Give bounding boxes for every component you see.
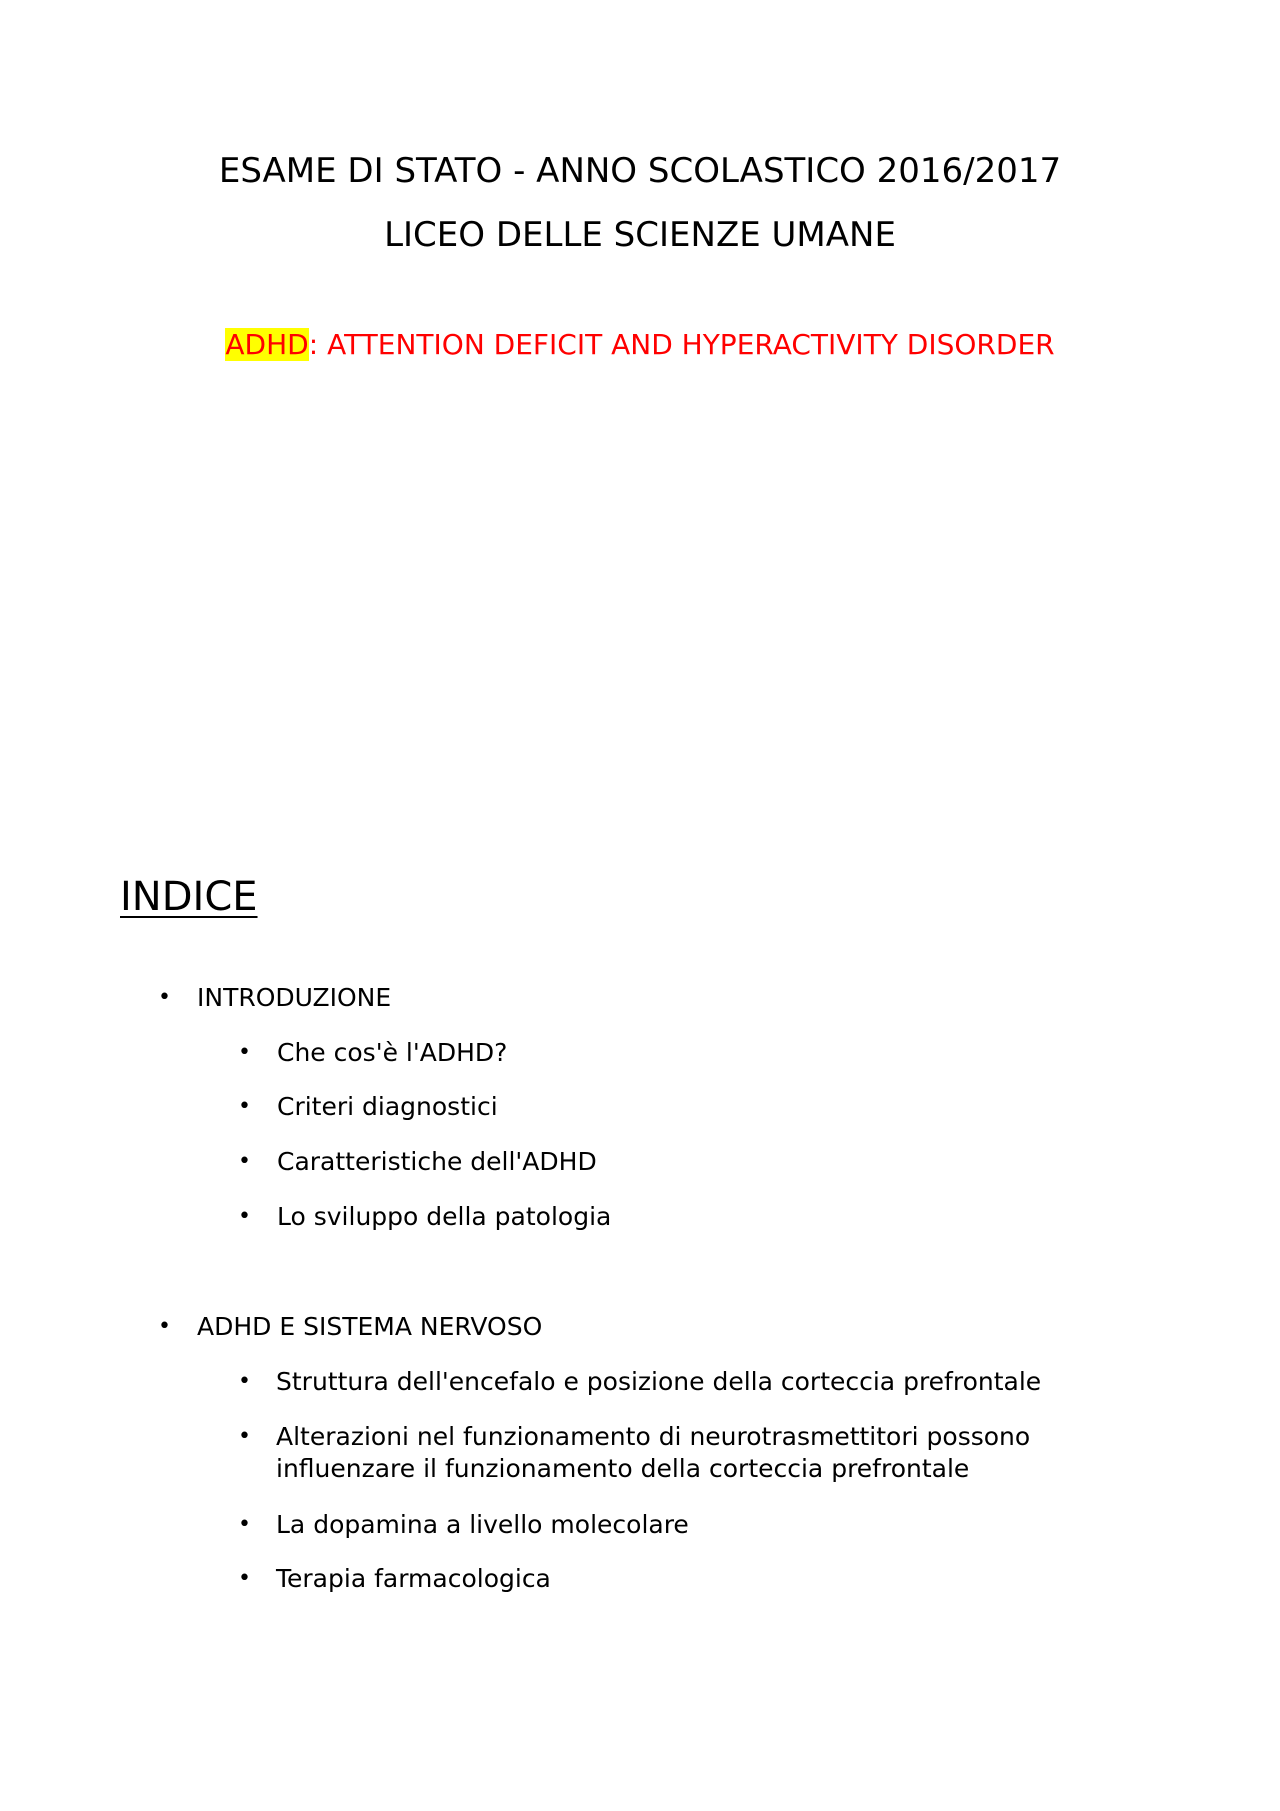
subtitle-rest: : ATTENTION DEFICIT AND HYPERACTIVITY DISORDER: [308, 328, 1055, 361]
toc-section-adhd-sistema-nervoso: ADHD E SISTEMA NERVOSO: [197, 1312, 543, 1341]
document-subtitle: [0, 327, 1280, 363]
bullet-icon: •: [238, 1094, 251, 1119]
bullet-icon: •: [238, 1424, 251, 1449]
exam-title: ESAME DI STATO - ANNO SCOLASTICO 2016/2017: [218, 151, 1062, 191]
bullet-icon: •: [238, 1369, 251, 1394]
toc-item: Terapia farmacologica: [276, 1564, 551, 1593]
bullet-icon: •: [238, 1512, 251, 1537]
bullet-icon: •: [238, 1040, 251, 1065]
toc-item: Che cos'è l'ADHD?: [277, 1038, 508, 1067]
toc-item: Alterazioni nel funzionamento di neurotrasmettitori possono: [276, 1422, 1031, 1451]
toc-section-introduzione: INTRODUZIONE: [197, 983, 392, 1012]
bullet-icon: •: [158, 985, 171, 1010]
index-heading: INDICE: [120, 874, 258, 920]
toc-item: Criteri diagnostici: [277, 1092, 498, 1121]
toc-item: Caratteristiche dell'ADHD: [277, 1147, 597, 1176]
bullet-icon: •: [238, 1204, 251, 1229]
bullet-icon: •: [158, 1314, 171, 1339]
school-name: LICEO DELLE SCIENZE UMANE: [384, 215, 896, 255]
toc-item: Lo sviluppo della patologia: [277, 1202, 612, 1231]
bullet-icon: •: [238, 1149, 251, 1174]
subtitle-highlighted-acronym: ADHD: [225, 328, 309, 361]
toc-item: La dopamina a livello molecolare: [276, 1510, 689, 1539]
toc-item-continuation: influenzare il funzionamento della corteccia prefrontale: [276, 1454, 970, 1483]
bullet-icon: •: [238, 1566, 251, 1591]
toc-item: Struttura dell'encefalo e posizione della corteccia prefrontale: [276, 1367, 1042, 1396]
